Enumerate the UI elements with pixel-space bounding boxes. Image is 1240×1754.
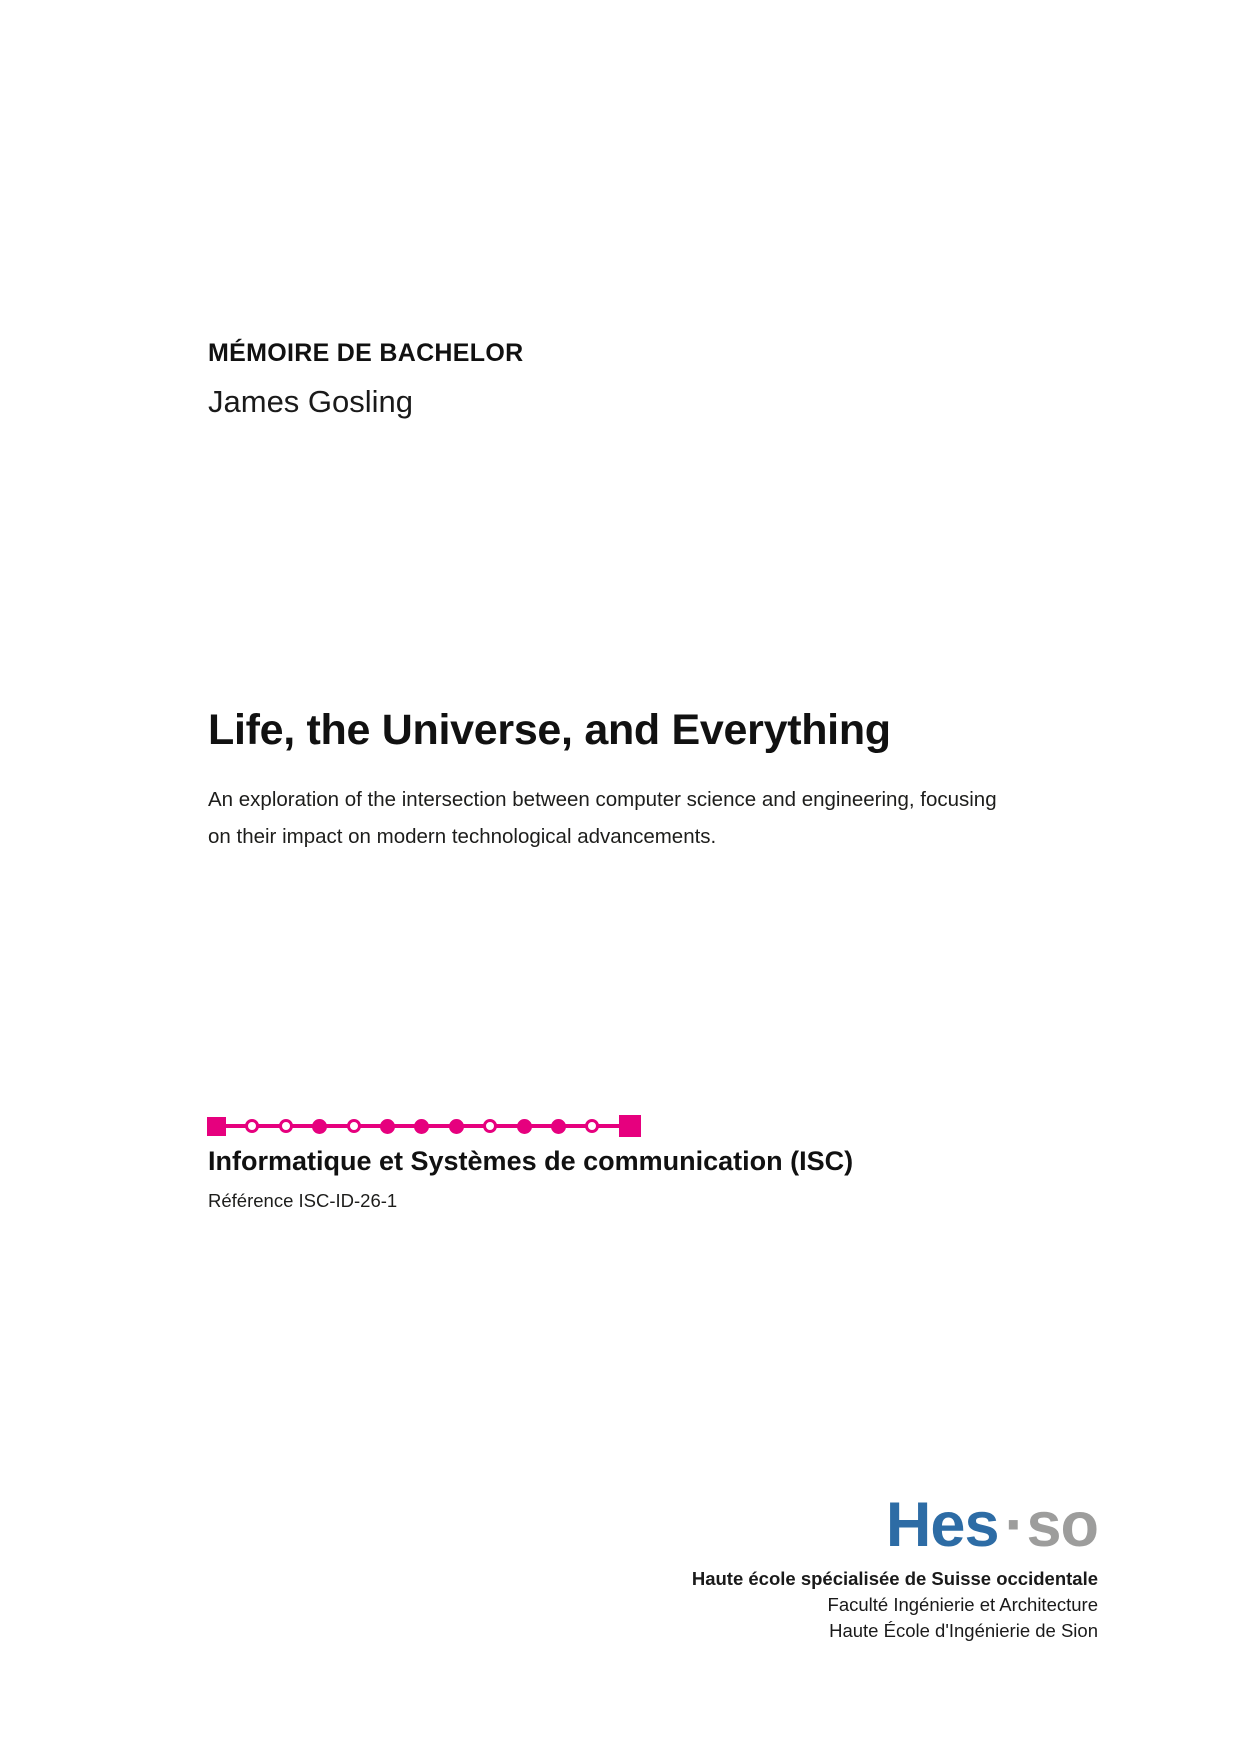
decoration-filled-dot bbox=[551, 1119, 566, 1134]
decoration-square bbox=[619, 1115, 641, 1137]
decoration-open-dot bbox=[279, 1119, 293, 1133]
logo-text-hes: Hes bbox=[885, 1490, 999, 1560]
program-reference: Référence ISC-ID-26-1 bbox=[208, 1190, 398, 1211]
dotted-line-decoration bbox=[207, 1115, 641, 1137]
decoration-square bbox=[207, 1117, 226, 1136]
decoration-filled-dot bbox=[414, 1119, 429, 1134]
author-name: James Gosling bbox=[208, 384, 414, 419]
logo-text-so: so bbox=[1026, 1490, 1098, 1560]
decoration-open-dot bbox=[245, 1119, 259, 1133]
faculty-name: Faculté Ingénierie et Architecture bbox=[827, 1594, 1098, 1615]
document-subtitle: An exploration of the intersection between computer science and engineering, focusing on their impact on modern technological advancements. bbox=[208, 788, 997, 848]
decoration-open-dot bbox=[585, 1119, 599, 1133]
decoration-open-dot bbox=[347, 1119, 361, 1133]
document-title: Life, the Universe, and Everything bbox=[208, 706, 891, 754]
decoration-open-dot bbox=[483, 1119, 497, 1133]
logo-separator-dot: · bbox=[1004, 1490, 1025, 1560]
program-name: Informatique et Systèmes de communication (ISC) bbox=[208, 1146, 854, 1176]
decoration-filled-dot bbox=[380, 1119, 395, 1134]
institution-block bbox=[692, 1566, 1098, 1644]
document-type-label: MÉMOIRE DE BACHELOR bbox=[208, 339, 524, 367]
decoration-filled-dot bbox=[312, 1119, 327, 1134]
decoration-filled-dot bbox=[449, 1119, 464, 1134]
hes-so-logo bbox=[885, 1490, 1098, 1560]
decoration-filled-dot bbox=[517, 1119, 532, 1134]
school-name: Haute École d'Ingénierie de Sion bbox=[829, 1620, 1098, 1641]
institution-name: Haute école spécialisée de Suisse occidentale bbox=[691, 1568, 1098, 1589]
